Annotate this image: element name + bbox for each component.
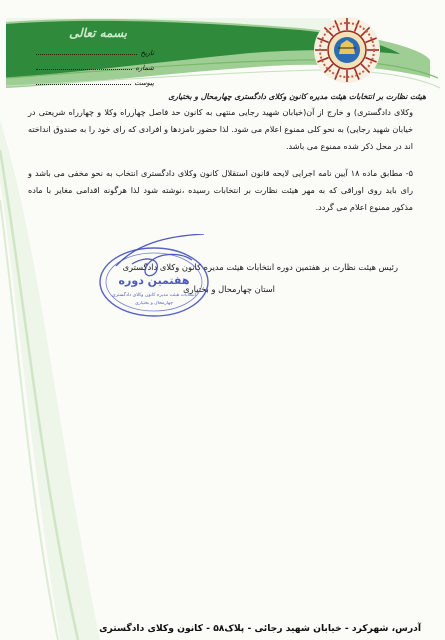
handwritten-signature — [116, 234, 204, 276]
footer-address: آدرس، شهرکرد - خیابان شهید رجائی - پلاک۵۸ - کانون وکلای دادگستری — [99, 623, 421, 634]
body-paragraph-1 — [28, 104, 413, 154]
paragraph-2-text: ۵- مطابق ماده ۱۸ آیین نامه اجرایی لایحه قانون استقلال کانون وکلای دادگستری انتخاب به نحو مخفی می باشد و رای باید روی اوراقی که به مهر هیئت نظارت بر انتخابات رسیده ،نوشته شود لذا هرگونه اقدامی مغایر با ماده مذکور ممنوع اعلام می گردد. — [28, 168, 413, 212]
number-label: شماره — [135, 64, 154, 72]
bar-association-emblem-icon — [311, 14, 383, 86]
signature-line-1: رئیس هیئت نظارت بر هفتمین دوره انتخابات هیئت مدیره کانون وکلای دادگستری — [122, 262, 398, 272]
stamp-line-a: انتخابات هیئت مدیره کانون وکلای دادگستری — [112, 293, 196, 298]
number-field — [36, 63, 154, 72]
attachment-field — [36, 78, 154, 87]
signature-line-2: استان چهارمحال و بختیاری — [183, 284, 275, 294]
stamp-line-b: چهارمحال و بختیاری — [134, 301, 174, 306]
official-stamp — [96, 234, 216, 320]
attachment-label: پیوست — [134, 79, 154, 87]
paragraph-1-text: وکلای دادگستری) و خارج از آن(خیابان شهید رجایی منتهی به کانون حد فاصل چهارراه وکلا و چهارراه شریعتی در خیابان شهید رجایی) به نحو کلی ممنوع اعلام می شود. لذا حضور نامزدها و افرادی که رای خود را به صندوق انداخته اند در محل ذکر شده ممنوع می باشد. — [28, 107, 413, 151]
date-label: تاریخ — [140, 49, 154, 57]
date-field — [36, 48, 154, 57]
letterhead-title: هیئت نظارت بر انتخابات هیئت مدیره کانون وکلای دادگستری چهارمحال و بختیاری — [168, 92, 426, 101]
stamp-big-text: هفتمین دوره — [118, 274, 190, 287]
body-paragraph-2 — [28, 165, 413, 215]
basmala-title: بسمه تعالی — [68, 26, 128, 40]
